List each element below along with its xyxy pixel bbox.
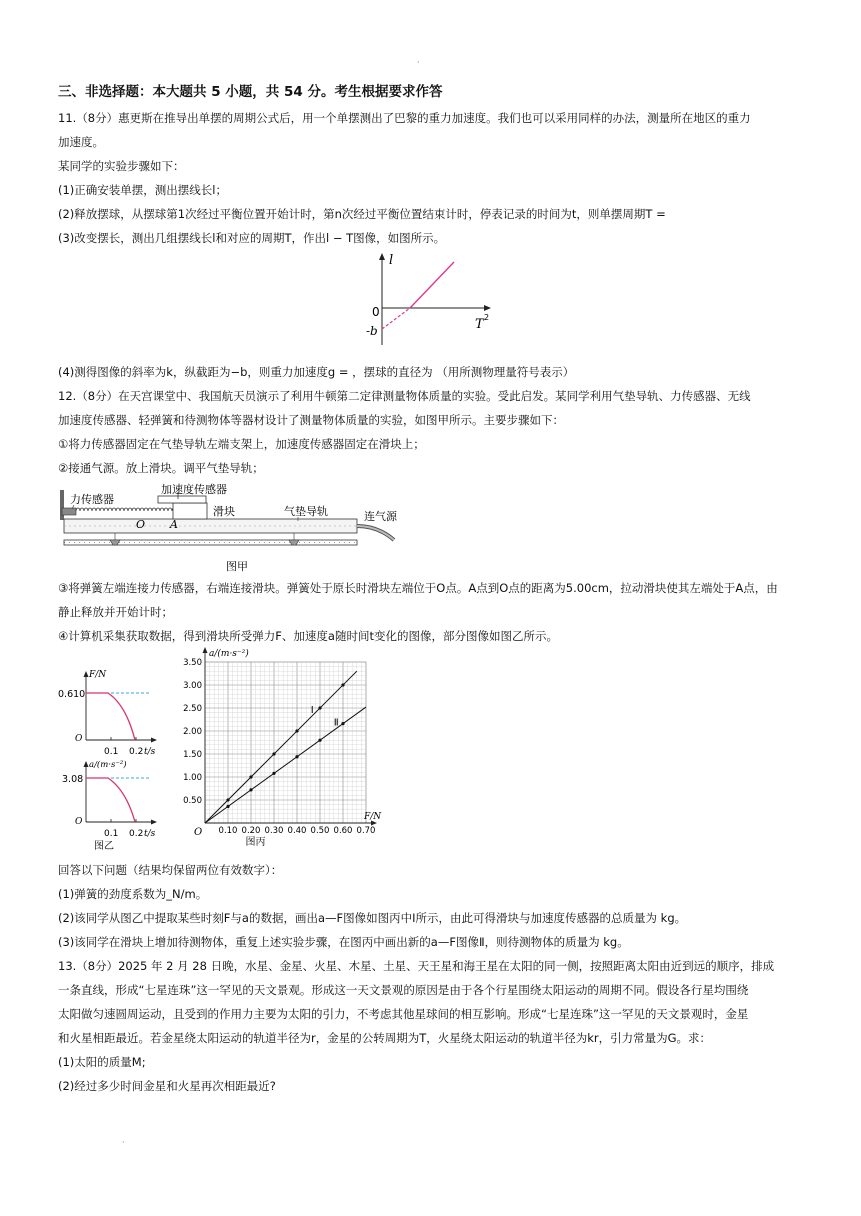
bing-origin: O (194, 827, 203, 838)
q11-l-t2-graph (360, 250, 500, 350)
q12-answer-intro: 回答以下问题（结果均保留两位有效数字）： (58, 863, 283, 877)
bing-point (318, 706, 321, 709)
footer-dot: · (122, 1138, 125, 1147)
label-point-o: O (136, 518, 146, 531)
fig-yi-caption: 图乙 (94, 841, 114, 852)
yi-top-origin: O (75, 734, 83, 744)
q13-sub-1: (1)太阳的质量M; (58, 1055, 146, 1069)
yi-top-y-value: 0.610 (58, 689, 86, 700)
bing-point (226, 798, 229, 801)
bing-y-label: a/(m·s⁻²) (209, 649, 249, 659)
bing-point (249, 788, 252, 791)
force-sensor-body (62, 508, 76, 515)
fig-bing-chart (172, 649, 382, 850)
label-point-a: A (170, 518, 178, 531)
yi-bottom-y-label: a/(m·s⁻²) (89, 760, 127, 770)
bing-y-tick-label: 3.00 (183, 681, 202, 691)
q12-step1: ①将力传感器固定在气垫导轨左端支架上，加速度传感器固定在滑块上； (58, 437, 425, 451)
label-force-sensor: 力传感器 (70, 493, 114, 506)
bing-y-tick-label: 1.50 (183, 750, 202, 760)
bing-point (226, 805, 229, 808)
base-rail (64, 540, 357, 545)
section-title: 三、非选择题：本大题共 5 小题，共 54 分。考生根据要求作答 (58, 84, 443, 100)
bing-y-tick-label: 1.00 (183, 773, 202, 783)
bing-line1-label: I (310, 705, 314, 717)
bing-x-label: F/N (364, 812, 382, 822)
q11-dashed-extension (382, 308, 410, 329)
bing-x-tick-label: 0.40 (287, 826, 307, 836)
q11-y-label: l (389, 253, 394, 268)
q12-step3-2: 静止释放并开始计时； (58, 605, 173, 619)
q11-step1: (1)正确安装单摆，测出摆线长l； (58, 183, 227, 197)
fig-yi (58, 660, 168, 850)
yi-bottom-xtick-2: 0.2 (129, 829, 144, 839)
label-air-track: 气垫导轨 (284, 505, 328, 518)
accel-sensor-body (158, 496, 206, 503)
q12-step4: ④计算机采集获取数据，得到滑块所受弹力F、加速度a随时间t变化的图像，部分图像如图乙所示。 (58, 629, 558, 643)
q11-x-arrow (484, 305, 491, 311)
label-air-source: 连气源 (364, 510, 397, 523)
q11-step2: (2)释放摆球，从摆球第1次经过平衡位置开始计时，第n次经过平衡位置结束计时，停表记录的时间为t，则单摆周期T = (58, 207, 666, 221)
q12-intro-1: 12.（8分）在天宫课堂中、我国航天员演示了利用牛顿第二定律测量物体质量的实验。受此启发。某同学利用气垫导轨、力传感器、无线 (58, 389, 751, 403)
q11-y-arrow (379, 253, 385, 260)
q11-intro-2: 加速度。 (58, 135, 104, 149)
bing-x-tick-label: 0.10 (218, 826, 238, 836)
q11-x-sup: 2 (484, 313, 490, 322)
bing-point (249, 775, 252, 778)
yi-bottom-curve (86, 778, 135, 822)
yi-bottom-xtick-1: 0.1 (104, 829, 119, 839)
q11-step4: (4)测得图像的斜率为k，纵截距为−b，则重力加速度g = ，摆球的直径为 （用所测物理量符号表示） (58, 365, 575, 379)
q11-step3: (3)改变摆长，测出几组摆线长l和对应的周期T，作出l − T图像，如图所示。 (58, 231, 446, 245)
bing-x-tick-label: 0.70 (356, 826, 376, 836)
q11-steps-title: 某同学的实验步骤如下： (58, 159, 185, 173)
bing-x-tick-label: 0.30 (264, 826, 284, 836)
bing-point (341, 722, 344, 725)
q12-answer-1: (1)弹簧的劲度系数为_N/m。 (58, 887, 208, 901)
yi-bottom-y-value: 3.08 (62, 774, 84, 785)
q11-x-label: T (475, 317, 484, 332)
q12-step2: ②接通气源。放上滑块。调平气垫导轨； (58, 461, 264, 475)
q13-line-1: 13.（8分）2025 年 2 月 28 日晚，水星、金星、火星、木星、土星、天王星和海王星在太阳的同一侧，按照距离太阳由近到远的顺序，排成 (58, 959, 775, 973)
q13-sub-2: (2)经过多少时间金星和火星再次相距最近? (58, 1079, 276, 1093)
slider-block (173, 503, 207, 519)
q12-answer-2: (2)该同学从图乙中提取某些时刻F与a的数据，画出a—F图像如图丙中I所示，由此可得滑块与加速度传感器的总质量为 kg。 (58, 911, 687, 925)
q11-intercept-label: -b (366, 324, 378, 338)
yi-bottom-x-label: t/s (144, 829, 156, 839)
bing-y-tick-label: 2.00 (183, 727, 202, 737)
bing-y-arrow (203, 647, 208, 653)
bing-line2-label: Ⅱ (333, 717, 339, 729)
q11-data-line (410, 262, 454, 308)
bing-point (341, 683, 344, 686)
fig-bing-caption: 图丙 (245, 837, 266, 848)
q13-line-2: 一条直线，形成“七星连珠”这一罕见的天文景观。形成这一天文景观的原因是由于各个行星围绕太阳运动的周期不同。假设各行星均围绕 (58, 983, 749, 997)
bing-point (295, 755, 298, 758)
fig-jia-apparatus (58, 478, 418, 574)
q12-intro-2: 加速度传感器、轻弹簧和待测物体等器材设计了测量物体质量的实验，如图甲所示。主要步骤如下： (58, 413, 564, 427)
yi-bottom-origin: O (75, 817, 83, 827)
label-slider: 滑块 (213, 505, 235, 518)
bing-y-tick-label: 2.50 (183, 704, 202, 714)
header-dot: · (417, 58, 420, 67)
left-support (60, 490, 64, 520)
q13-line-4: 和火星相距最近。若金星绕太阳运动的轨道半径为r，金星的公转周期为T，火星绕太阳运动的轨道半径为kr，引力常量为G。求： (58, 1031, 712, 1045)
yi-top-y-label: F/N (89, 670, 107, 680)
fig-jia-caption: 图甲 (226, 560, 248, 573)
bing-point (318, 739, 321, 742)
bing-x-tick-label: 0.50 (310, 826, 330, 836)
yi-top-x-label: t/s (144, 747, 156, 757)
label-accel-sensor: 加速度传感器 (161, 483, 227, 496)
bing-point (272, 772, 275, 775)
yi-top-curve (86, 693, 135, 740)
spring (76, 508, 176, 511)
bing-x-tick-label: 0.20 (241, 826, 261, 836)
q11-intro-1: 11.（8分）惠更斯在推导出单摆的周期公式后，用一个单摆测出了巴黎的重力加速度。我们也可以采用同样的办法，测量所在地区的重力 (58, 111, 751, 125)
bing-x-tick-label: 0.60 (333, 826, 353, 836)
q12-answer-3: (3)该同学在滑块上增加待测物体，重复上述实验步骤，在图丙中画出新的a—F图像Ⅱ，则待测物体的质量为 kg。 (58, 935, 629, 949)
q13-line-3: 太阳做匀速圆周运动，且受到的作用力主要为太阳的引力，不考虑其他星球间的相互影响。形成“七星连珠”这一罕见的天文景观时，金星 (58, 1007, 749, 1021)
bing-y-tick-label: 0.50 (183, 796, 202, 806)
bing-point (295, 729, 298, 732)
bing-point (272, 752, 275, 755)
yi-top-xtick-2: 0.2 (129, 747, 144, 757)
q12-step3-1: ③将弹簧左端连接力传感器，右端连接滑块。弹簧处于原长时滑块左端位于O点。A点到O点的距离为5.00cm，拉动滑块使其左端处于A点，由 (58, 581, 778, 595)
yi-top-xtick-1: 0.1 (104, 747, 119, 757)
bing-y-tick-label: 3.50 (183, 658, 202, 668)
q11-origin: 0 (372, 305, 380, 319)
